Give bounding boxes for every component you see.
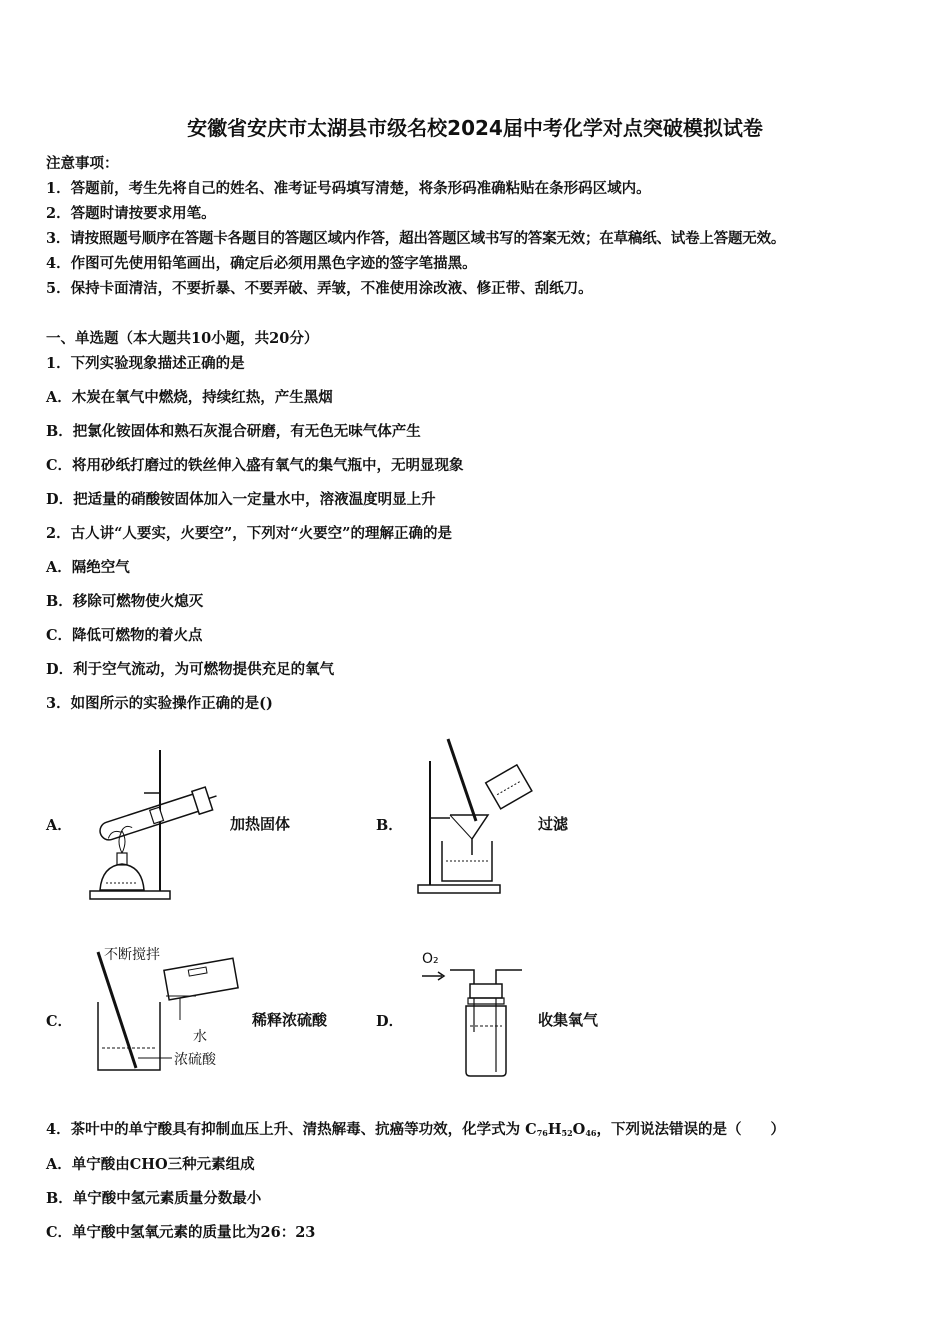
question-1-option-d: D．把适量的硝酸铵固体加入一定量水中，溶液温度明显上升 <box>46 491 436 508</box>
question-2-option-a: A．隔绝空气 <box>46 559 130 576</box>
question-1-option-c: C．将用砂纸打磨过的铁丝伸入盛有氧气的集气瓶中，无明显现象 <box>46 457 464 474</box>
notice-item: 4．作图可先使用铅笔画出，确定后必须用黑色字迹的签字笔描黑。 <box>46 255 477 272</box>
water-label: 水 <box>193 1029 207 1045</box>
filtration-diagram <box>410 735 535 900</box>
chemical-formula: $C_{76}H_{52}O_{46}$ <box>525 1121 597 1138</box>
notice-item: 2．答题时请按要求用笔。 <box>46 205 216 222</box>
question-1-option-a: A．木炭在氧气中燃烧，持续红热，产生黑烟 <box>46 389 333 406</box>
question-3-option-a-letter: A． <box>46 817 72 834</box>
question-1-option-b: B．把氯化铵固体和熟石灰混合研磨，有无色无味气体产生 <box>46 423 421 440</box>
question-2-stem: 2．古人讲“人要实，火要空”，下列对“火要空”的理解正确的是 <box>46 525 452 542</box>
question-4-option-a: A．单宁酸由CHO三种元素组成 <box>46 1156 255 1173</box>
question-2-option-d: D．利于空气流动，为可燃物提供充足的氧气 <box>46 661 335 678</box>
notice-item: 5．保持卡面清洁，不要折暴、不要弄破、弄皱，不准使用涂改液、修正带、刮纸刀。 <box>46 280 593 297</box>
notice-item: 3．请按照题号顺序在答题卡各题目的答题区域内作答，超出答题区域书写的答案无效；在草稿纸、试卷上答题无效。 <box>46 230 786 247</box>
question-4-option-b: B．单宁酸中氢元素质量分数最小 <box>46 1190 262 1207</box>
acid-label: 浓硫酸 <box>174 1052 216 1068</box>
question-3-stem: 3．如图所示的实验操作正确的是() <box>46 695 273 712</box>
question-3-option-c-letter: C． <box>46 1013 73 1030</box>
question-3-option-b-caption: 过滤 <box>538 815 569 833</box>
question-4-stem-before: 4．茶叶中的单宁酸具有抑制血压上升、清热解毒、抗癌等功效，化学式为 <box>46 1121 526 1138</box>
notice-item: 1．答题前，考生先将自己的姓名、准考证号码填写清楚，将条形码准确粘贴在条形码区域内。 <box>46 180 651 197</box>
question-2-option-b: B．移除可燃物使火熄灭 <box>46 593 204 610</box>
page-title: 安徽省安庆市太湖县市级名校2024届中考化学对点突破模拟试卷 <box>187 116 763 140</box>
question-1-stem: 1．下列实验现象描述正确的是 <box>46 355 245 372</box>
notice-heading: 注意事项： <box>46 155 119 172</box>
question-3-option-a-caption: 加热固体 <box>230 815 291 833</box>
question-3-option-d-caption: 收集氧气 <box>538 1011 599 1029</box>
stir-label: 不断搅拌 <box>104 947 160 963</box>
question-3-option-d-letter: D． <box>376 1013 404 1030</box>
question-2-option-c: C．降低可燃物的着火点 <box>46 627 203 644</box>
question-4-stem-after: ，下列说法错误的是（ ） <box>596 1121 785 1138</box>
heating-solid-diagram <box>80 745 220 905</box>
question-3-option-c-caption: 稀释浓硫酸 <box>252 1011 328 1029</box>
section-heading: 一、单选题（本大题共10小题，共20分） <box>46 330 319 347</box>
question-4-stem <box>46 1118 785 1139</box>
question-3-option-b-letter: B． <box>376 817 403 834</box>
oxygen-collection-diagram <box>412 948 532 1080</box>
oxygen-label: O₂ <box>422 951 439 967</box>
question-4-option-c: C．单宁酸中氢氧元素的质量比为26：23 <box>46 1224 316 1241</box>
